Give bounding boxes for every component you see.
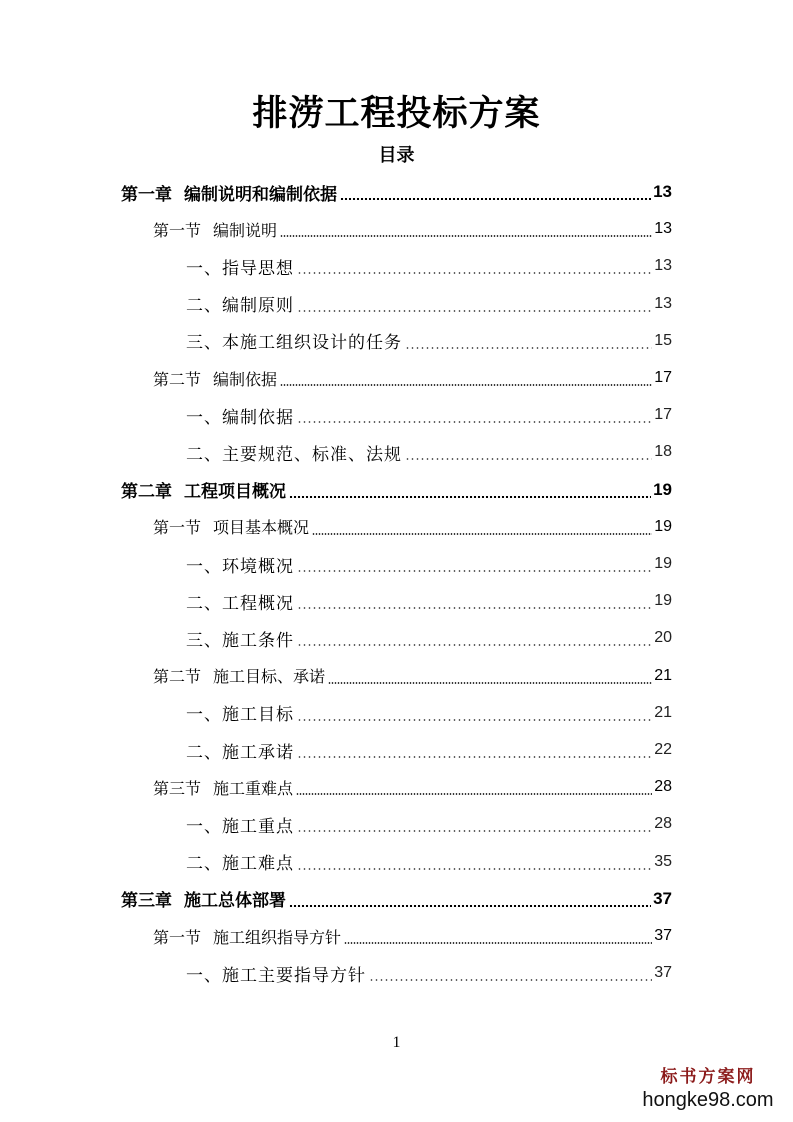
toc-entry-prefix: 第一节 <box>153 518 202 538</box>
toc-entry-page: 17 <box>654 406 672 424</box>
toc-leader-dots <box>297 868 652 870</box>
toc-entry-page: 20 <box>654 629 672 647</box>
toc-leader-dots <box>297 719 652 721</box>
toc-entry-page: 28 <box>654 815 672 833</box>
toc-entry[interactable] <box>121 175 672 209</box>
toc-entry-label <box>121 477 288 502</box>
toc-entry-prefix: 第三章 <box>121 891 172 912</box>
toc-entry-label <box>153 218 279 241</box>
toc-entry[interactable] <box>121 473 672 507</box>
toc-leader-dots <box>297 830 652 832</box>
toc-leader-dots <box>280 235 652 237</box>
toc-leader-dots <box>297 756 652 758</box>
toc-leader-dots <box>296 793 652 795</box>
toc-leader-dots <box>369 979 652 981</box>
toc-entry-text: 施工组织指导方针 <box>213 927 342 947</box>
toc-leader-dots <box>297 272 652 274</box>
toc-entry-prefix: 一、 <box>186 965 222 986</box>
toc-entry-label <box>186 440 404 465</box>
toc-entry-text: 工程概况 <box>222 593 294 614</box>
toc-entry-text: 施工总体部署 <box>184 891 286 912</box>
toc-entry-label <box>153 367 279 390</box>
toc-entry-prefix: 第一章 <box>121 184 172 205</box>
document-title: 排涝工程投标方案 <box>252 93 541 134</box>
watermark-logo <box>633 1066 783 1112</box>
toc-entry[interactable] <box>186 956 672 990</box>
toc-entry[interactable] <box>186 621 672 655</box>
toc-entry-label <box>186 812 296 837</box>
toc-entry[interactable] <box>153 659 672 693</box>
toc-leader-dots <box>297 644 652 646</box>
toc-entry-page: 13 <box>654 220 672 238</box>
toc-leader-dots <box>297 310 652 312</box>
toc-leader-dots <box>280 384 652 386</box>
toc-entry-text: 本施工组织设计的任务 <box>222 333 402 354</box>
toc-entry-label <box>186 961 368 986</box>
toc-entry-label <box>186 738 296 763</box>
toc-entry-text: 工程项目概况 <box>184 482 286 503</box>
toc-leader-dots <box>289 496 651 498</box>
toc-entry-page: 21 <box>654 703 672 721</box>
toc-entry-text: 施工难点 <box>222 854 294 875</box>
toc-entry-page: 28 <box>654 778 672 796</box>
toc-entry-page: 37 <box>654 927 672 944</box>
toc-entry-page: 19 <box>653 479 672 499</box>
toc-entry-page: 37 <box>653 888 672 908</box>
toc-entry-page: 19 <box>654 592 672 610</box>
toc-entry-page: 18 <box>654 443 672 461</box>
toc-entry-page: 13 <box>654 257 672 275</box>
toc-entry-label <box>186 552 296 577</box>
toc-entry-prefix: 二、 <box>186 444 222 465</box>
toc-entry-text: 施工重点 <box>222 816 294 837</box>
toc-entry-label <box>186 626 296 651</box>
toc-entry[interactable] <box>121 882 672 916</box>
toc-entry-text: 施工目标 <box>222 705 294 726</box>
toc-entry[interactable] <box>186 547 672 581</box>
toc-entry-text: 编制原则 <box>222 296 294 317</box>
toc-leader-dots <box>312 533 652 535</box>
watermark-name: 标书方案网 <box>660 1067 756 1087</box>
toc-entry-page: 37 <box>654 964 672 982</box>
toc-entry-label <box>186 403 296 428</box>
toc-entry-prefix: 第一节 <box>153 220 202 240</box>
toc-entry-page: 15 <box>654 331 672 349</box>
toc-entry-label <box>186 700 296 725</box>
toc-entry-text: 指导思想 <box>222 258 294 279</box>
toc-entry-prefix: 三、 <box>186 333 222 354</box>
toc-leader-dots <box>405 458 652 460</box>
toc-entry[interactable] <box>186 584 672 618</box>
toc-entry[interactable] <box>186 696 672 730</box>
toc-entry[interactable] <box>186 398 672 432</box>
toc-entry-text: 环境概况 <box>222 556 294 577</box>
toc-leader-dots <box>328 682 652 684</box>
toc-entry[interactable] <box>153 212 672 246</box>
toc-leader-dots <box>297 607 652 609</box>
toc-entry[interactable] <box>186 435 672 469</box>
toc-entry[interactable] <box>153 510 672 544</box>
toc-entry[interactable] <box>153 361 672 395</box>
toc-entry-label <box>153 925 343 948</box>
toc-entry-prefix: 第二节 <box>153 369 202 389</box>
toc-entry-text: 施工承诺 <box>222 742 294 763</box>
toc-entry-page: 17 <box>654 369 672 386</box>
toc-leader-dots <box>297 421 652 423</box>
toc-entry[interactable] <box>186 845 672 879</box>
toc-entry-page: 19 <box>654 517 672 535</box>
toc-leader-dots <box>344 942 652 944</box>
toc-entry-page: 13 <box>654 294 672 312</box>
toc-leader-dots <box>297 570 652 572</box>
toc-entry-prefix: 二、 <box>186 742 222 763</box>
toc-entry[interactable] <box>186 733 672 767</box>
toc-entry[interactable] <box>186 249 672 283</box>
toc-entry-prefix: 第二节 <box>153 667 202 687</box>
toc-entry-label <box>153 515 311 538</box>
toc-entry-prefix: 一、 <box>186 258 222 279</box>
toc-entry-prefix: 一、 <box>186 556 222 577</box>
toc-entry-label <box>121 180 339 205</box>
toc-entry-prefix: 三、 <box>186 630 222 651</box>
toc-leader-dots <box>405 347 652 349</box>
toc-leader-dots <box>289 905 651 907</box>
toc-entry[interactable] <box>186 324 672 358</box>
toc-entry-page: 21 <box>654 666 672 684</box>
toc-entry-text: 编制依据 <box>222 407 294 428</box>
toc-entry-text: 编制说明和编制依据 <box>184 184 337 205</box>
toc-entry-label <box>186 328 404 353</box>
toc-entry-page: 35 <box>654 852 672 870</box>
toc-entry-prefix: 第二章 <box>121 482 172 503</box>
toc-entry-prefix: 二、 <box>186 296 222 317</box>
toc-entry-text: 施工主要指导方针 <box>222 965 366 986</box>
toc-entry-page: 13 <box>653 182 672 201</box>
toc-entry-prefix: 第三节 <box>153 778 202 798</box>
toc-entry-prefix: 二、 <box>186 593 222 614</box>
page-number: 1 <box>392 1034 401 1051</box>
toc-entry-prefix: 一、 <box>186 407 222 428</box>
toc-entry-label <box>186 589 296 614</box>
toc-entry-prefix: 二、 <box>186 854 222 875</box>
toc-entry-text: 编制说明 <box>213 220 278 240</box>
toc-entry[interactable] <box>153 770 672 804</box>
toc-entry-text: 项目基本概况 <box>213 518 310 538</box>
toc-entry[interactable] <box>186 287 672 321</box>
toc-entry-prefix: 一、 <box>186 705 222 726</box>
toc-entry-page: 19 <box>654 555 672 572</box>
toc-entry-text: 施工重难点 <box>213 778 294 798</box>
toc-entry-text: 施工条件 <box>222 630 294 651</box>
toc-entry[interactable] <box>186 807 672 841</box>
toc-entry-label <box>121 886 288 911</box>
toc-leader-dots <box>340 198 651 200</box>
toc-entry-label <box>153 776 295 799</box>
toc-entry[interactable] <box>153 919 672 953</box>
toc-entry-label <box>186 849 296 874</box>
toc-entry-label <box>186 254 296 279</box>
toc-entry-prefix: 一、 <box>186 816 222 837</box>
toc-entry-label <box>186 291 296 316</box>
toc-entry-text: 主要规范、标准、法规 <box>222 444 402 465</box>
toc-entry-text: 编制依据 <box>213 369 278 389</box>
toc-entry-text: 施工目标、承诺 <box>213 667 326 687</box>
toc-entry-page: 22 <box>654 741 672 758</box>
toc-heading: 目录 <box>378 145 415 166</box>
toc-entry-label <box>153 664 327 687</box>
watermark-url: hongke98.com <box>642 1089 774 1111</box>
toc-entry-prefix: 第一节 <box>153 927 202 947</box>
